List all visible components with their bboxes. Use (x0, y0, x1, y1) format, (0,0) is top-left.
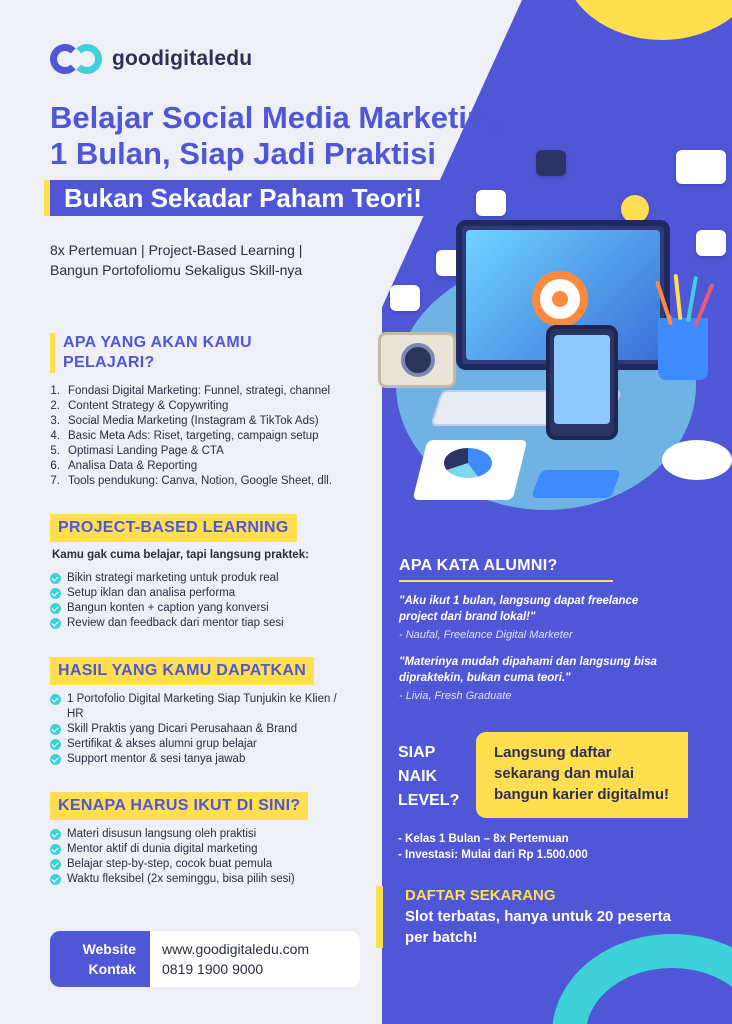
list-item: Skill Praktis yang Dicari Perusahaan & Brand (50, 722, 340, 737)
alumni-quote-2: "Materinya mudah dipahami dan langsung bisa dipraktekin, bukan cuma teori." (399, 656, 657, 684)
list-item: 2. Content Strategy & Copywriting (50, 400, 229, 412)
class-price: - Investasi: Mulai dari Rp 1.500.000 (398, 849, 588, 861)
learn-list (50, 384, 350, 489)
intro-line-2: Bangun Portofoliomu Sekaligus Skill-nya (50, 262, 303, 278)
list-item: Materi disusun langsung oleh praktisi (50, 827, 340, 842)
hero-illustration (376, 140, 732, 530)
wifi-screen-icon (676, 150, 726, 184)
register-heading: DAFTAR SEKARANG (405, 887, 556, 904)
alumni-author-1: - Naufal, Freelance Digital Marketer (399, 629, 573, 641)
project-subheading: Kamu gak cuma belajar, tapi langsung praktek: (52, 549, 309, 561)
alumni-divider (399, 580, 613, 582)
list-item: 1 Portofolio Digital Marketing Siap Tunjukin ke Klien / HR (50, 692, 340, 722)
learn-heading-line-1: APA YANG AKAN KAMU (63, 334, 252, 351)
list-item: 3. Social Media Marketing (Instagram & TikTok Ads) (50, 415, 319, 427)
contact-values (150, 931, 309, 987)
register-block[interactable] (376, 886, 676, 948)
register-text-1: Slot terbatas, hanya untuk 20 peserta (405, 908, 671, 925)
contact-labels (50, 931, 150, 987)
why-list (50, 827, 340, 887)
target-icon (532, 271, 588, 327)
check-icon (50, 588, 61, 599)
list-item: Setup iklan dan analisa performa (50, 586, 340, 601)
check-icon (50, 603, 61, 614)
check-icon (50, 754, 61, 765)
alumni-quote-1: "Aku ikut 1 bulan, langsung dapat freelance project dari brand lokal!" (399, 595, 639, 623)
lightbulb-icon (621, 195, 649, 223)
learn-heading-line-2: PELAJARI? (63, 354, 155, 371)
camera-illustration (378, 332, 456, 388)
check-icon (50, 618, 61, 629)
class-info (398, 831, 588, 863)
list-item: Mentor aktif di dunia digital marketing (50, 842, 340, 857)
list-item: Bangun konten + caption yang konversi (50, 601, 340, 616)
register-text-2: per batch! (405, 929, 478, 946)
list-item: 7. Tools pendukung: Canva, Notion, Google Sheet, dll. (50, 475, 333, 487)
chart-bubble-icon (476, 190, 506, 216)
chart-screen-icon (536, 150, 566, 176)
check-icon (50, 859, 61, 870)
brand-logo (50, 44, 252, 74)
siap-naik-level: SIAP NAIK LEVEL? (398, 744, 460, 809)
learn-heading (50, 333, 290, 373)
pencil-cup-illustration (658, 318, 708, 380)
list-item: 6. Analisa Data & Reporting (50, 460, 198, 472)
subtitle-text: Bukan Sekadar Paham Teori! (64, 182, 422, 213)
brand-name: goodigitaledu (112, 47, 253, 70)
list-item: Waktu fleksibel (2x seminggu, bisa pilih sesi) (50, 872, 340, 887)
check-icon (50, 844, 61, 855)
project-heading: PROJECT-BASED LEARNING (50, 514, 297, 542)
intro-line-1: 8x Pertemuan | Project-Based Learning | (50, 242, 303, 258)
why-heading: KENAPA HARUS IKUT DI SINI? (50, 792, 308, 820)
check-icon (50, 739, 61, 750)
plate-illustration (662, 440, 732, 480)
phone-illustration (531, 470, 621, 498)
list-item: Belajar step-by-step, cocok buat pemula (50, 857, 340, 872)
list-item: 4. Basic Meta Ads: Riset, targeting, campaign setup (50, 430, 319, 442)
title-line-2: 1 Bulan, Siap Jadi Praktisi (50, 136, 436, 171)
list-item: 1. Fondasi Digital Marketing: Funnel, strategi, channel (50, 385, 331, 397)
title-line-1: Belajar Social Media Marketing (50, 100, 505, 135)
list-item: Review dan feedback dari mentor tiap sesi (50, 616, 340, 631)
results-list (50, 692, 340, 767)
contact-card (50, 931, 360, 987)
list-item: Support mentor & sesi tanya jawab (50, 752, 340, 767)
phone-number[interactable]: 0819 1900 9000 (162, 961, 264, 977)
check-icon (50, 874, 61, 885)
check-icon (50, 829, 61, 840)
contact-label: Kontak (88, 961, 136, 977)
check-icon (50, 724, 61, 735)
list-item: Bikin strategi marketing untuk produk real (50, 571, 340, 586)
intro-text (50, 240, 350, 280)
alumni-heading: APA KATA ALUMNI? (399, 557, 558, 574)
list-item: Sertifikat & akses alumni grup belajar (50, 737, 340, 752)
website-link[interactable]: www.goodigitaledu.com (162, 941, 310, 957)
project-list (50, 571, 340, 631)
brand-logo-icon (50, 44, 104, 74)
message-icon (390, 285, 420, 311)
cta-box[interactable]: Langsung daftar sekarang dan mulai bangun karier digitalmu! (476, 732, 688, 818)
tablet-illustration (546, 325, 618, 440)
alumni-author-2: - Livia, Fresh Graduate (399, 690, 512, 702)
pie-chart-icon (444, 448, 492, 478)
check-icon (50, 694, 61, 705)
image-icon (696, 230, 726, 256)
class-duration: - Kelas 1 Bulan – 8x Pertemuan (398, 833, 569, 845)
list-item: 5. Optimasi Landing Page & CTA (50, 445, 224, 457)
check-icon (50, 573, 61, 584)
results-heading: HASIL YANG KAMU DAPATKAN (50, 657, 314, 685)
website-label: Website (82, 941, 136, 957)
